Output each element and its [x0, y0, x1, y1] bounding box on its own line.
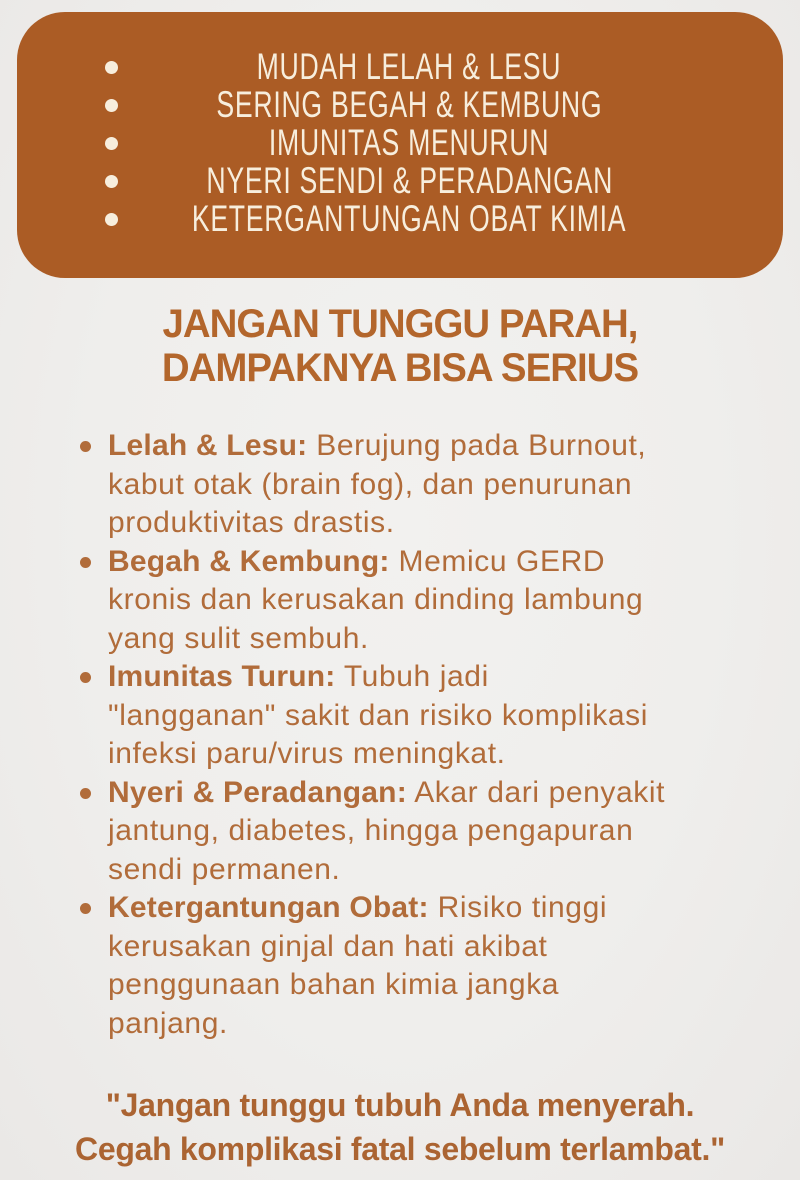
page-title-line: JANGAN TUNGGU PARAH,	[162, 302, 638, 346]
symptom-row	[17, 200, 783, 238]
list-item-text: Risiko tinggi	[437, 891, 608, 924]
bullet-icon	[80, 788, 91, 799]
list-item	[0, 889, 800, 1043]
list-item-text: penggunaan bahan kimia jangka	[108, 968, 560, 1001]
bullet-icon	[105, 99, 118, 112]
list-item-text: panjang.	[108, 1006, 228, 1040]
symptom-item-label: NYERI SENDI & PERADANGAN	[206, 160, 613, 201]
symptom-row	[17, 124, 783, 162]
bullet-icon	[80, 903, 91, 914]
list-item-first-line	[108, 658, 764, 697]
list-item-text: "langganan" sakit dan risiko komplikasi	[108, 698, 648, 732]
symptom-row	[17, 162, 783, 200]
list-item-first-line	[108, 889, 764, 928]
impact-list	[0, 427, 800, 1043]
list-item-text: sendi permanen.	[108, 852, 341, 886]
symptom-item-label: IMUNITAS MENURUN	[269, 122, 550, 163]
list-item-first-line	[108, 427, 764, 466]
list-item-text: infeksi paru/virus meningkat.	[108, 737, 506, 770]
list-item	[0, 427, 800, 543]
closing-quote-line: "Jangan tunggu tubuh Anda menyerah.	[105, 1087, 695, 1123]
list-item	[0, 774, 800, 890]
list-item-text: yang sulit sembuh.	[108, 621, 369, 655]
list-item-text: kabut otak (brain fog), dan penurunan	[108, 467, 633, 501]
bullet-icon	[105, 61, 118, 74]
list-item-text: Tubuh jadi	[343, 660, 489, 693]
list-item-label: Lelah & Lesu:	[108, 429, 308, 462]
list-item-label: Imunitas Turun:	[108, 660, 336, 693]
symptom-item-label: SERING BEGAH & KEMBUNG	[216, 84, 603, 125]
symptom-row	[17, 86, 783, 124]
page-title-line: DAMPAKNYA BISA SERIUS	[161, 346, 639, 390]
closing-quote-line: Cegah komplikasi fatal sebelum terlambat."	[75, 1131, 725, 1167]
list-item-text: Berujung pada Burnout,	[316, 429, 647, 462]
list-item	[0, 658, 800, 774]
list-item-text: kerusakan ginjal dan hati akibat	[108, 929, 548, 963]
bullet-icon	[105, 137, 118, 150]
closing-quote	[0, 1083, 800, 1171]
list-item-first-line	[108, 774, 764, 813]
bullet-icon	[105, 175, 118, 188]
list-item-text: jantung, diabetes, hingga pengapuran	[108, 814, 634, 847]
page-title	[0, 302, 800, 390]
bullet-icon	[80, 441, 91, 452]
list-item-text: Akar dari penyakit	[414, 775, 666, 809]
list-item	[0, 543, 800, 659]
list-item-text: produktivitas drastis.	[108, 506, 395, 539]
list-item-label: Ketergantungan Obat:	[108, 891, 429, 924]
symptom-row	[17, 48, 783, 86]
list-item-text: kronis dan kerusakan dinding lambung	[108, 583, 644, 616]
symptom-item-label: MUDAH LELAH & LESU	[257, 46, 562, 87]
list-item-first-line	[108, 543, 764, 582]
bullet-icon	[80, 557, 91, 568]
bullet-icon	[105, 213, 118, 226]
list-item-label: Nyeri & Peradangan:	[108, 775, 407, 809]
list-item-label: Begah & Kembung:	[108, 544, 390, 578]
symptoms-panel	[17, 12, 783, 278]
bullet-icon	[80, 672, 91, 683]
symptom-item-label: KETERGANTUNGAN OBAT KIMIA	[192, 198, 627, 239]
list-item-text: Memicu GERD	[398, 544, 606, 578]
